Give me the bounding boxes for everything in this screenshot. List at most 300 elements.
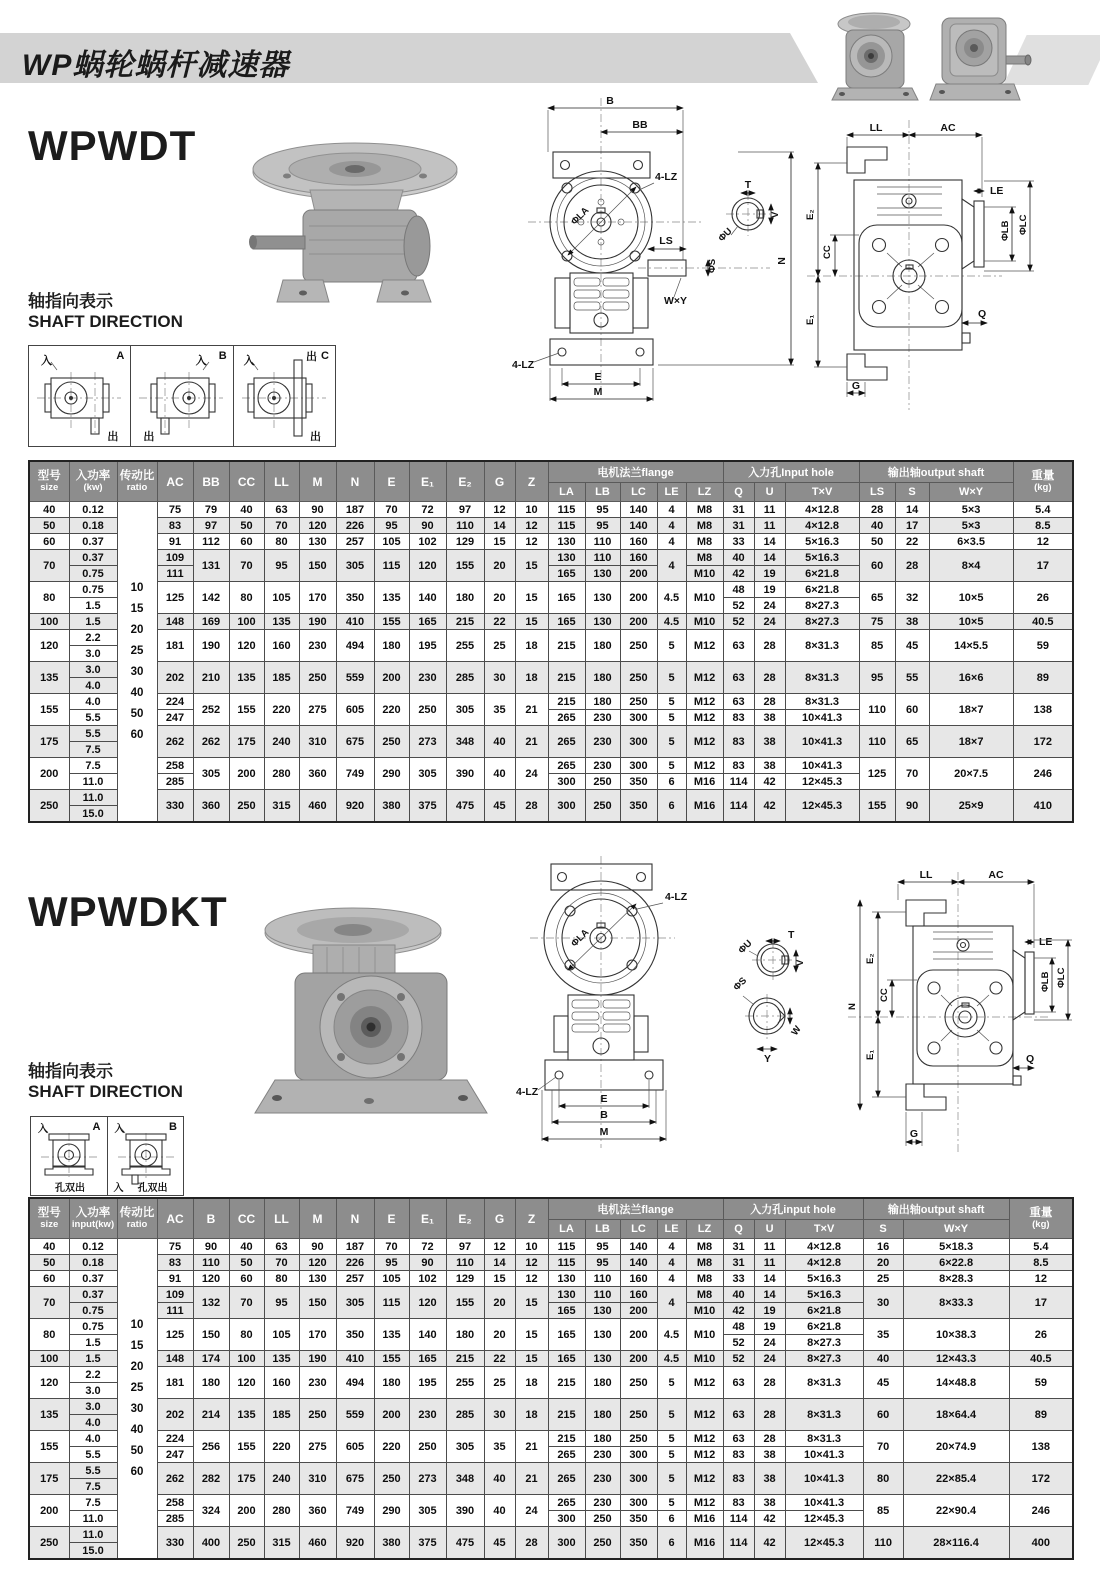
cell: 70 bbox=[863, 1431, 903, 1463]
cell: 24 bbox=[515, 758, 548, 790]
cell: 5 bbox=[657, 1447, 686, 1463]
cell: 18 bbox=[515, 1399, 548, 1431]
wpwdkt-spec-table-container bbox=[28, 1197, 1074, 1560]
cell: 15 bbox=[515, 1287, 548, 1319]
cell: 130 bbox=[585, 582, 620, 614]
dim-label-lz-top: 4-LZ bbox=[655, 171, 678, 183]
cell: M8 bbox=[686, 1287, 723, 1303]
cell: 4.5 bbox=[657, 614, 686, 630]
cell: 148 bbox=[157, 614, 193, 630]
cell: 130 bbox=[585, 1319, 620, 1351]
dim-label-la: ΦLA bbox=[569, 927, 592, 950]
header-cell: M bbox=[299, 1198, 336, 1239]
cell: 8.5 bbox=[1009, 1255, 1073, 1271]
cell: M12 bbox=[686, 1463, 723, 1495]
cell: 330 bbox=[157, 1527, 193, 1560]
cell: 83 bbox=[723, 1463, 754, 1495]
cell: 48 bbox=[723, 582, 754, 598]
cell: 250 bbox=[620, 694, 657, 710]
cell: 31 bbox=[723, 1255, 754, 1271]
cell: 28 bbox=[895, 550, 929, 582]
cell: 140 bbox=[409, 582, 446, 614]
cell: 21 bbox=[515, 1463, 548, 1495]
ratio-cell: 10 15 20 25 30 40 50 60 bbox=[117, 1239, 157, 1560]
cell: 230 bbox=[409, 662, 446, 694]
cell: 175 bbox=[229, 1463, 264, 1495]
cell: 11.0 bbox=[69, 774, 117, 790]
header-cell: M bbox=[299, 461, 336, 502]
cell: 95 bbox=[374, 518, 409, 534]
cell: 410 bbox=[1013, 790, 1073, 823]
cell: 83 bbox=[723, 1495, 754, 1511]
header-cell: N bbox=[336, 461, 374, 502]
cell: 215 bbox=[446, 614, 484, 630]
header-cell: B bbox=[193, 1198, 229, 1239]
cell: 12 bbox=[515, 518, 548, 534]
size-cell: 70 bbox=[29, 1287, 69, 1319]
cell: 390 bbox=[446, 758, 484, 790]
cell: 45 bbox=[484, 1527, 515, 1560]
cell: 15.0 bbox=[69, 806, 117, 823]
header-cell: E₂ bbox=[446, 1198, 484, 1239]
cell: M8 bbox=[686, 1255, 723, 1271]
cell: 90 bbox=[409, 518, 446, 534]
cell: 1.5 bbox=[69, 598, 117, 614]
cell: 250 bbox=[229, 1527, 264, 1560]
table-row bbox=[29, 1271, 1073, 1287]
cell: 285 bbox=[157, 1511, 193, 1527]
cell: 135 bbox=[229, 662, 264, 694]
cell: 80 bbox=[229, 1319, 264, 1351]
cell: 250 bbox=[299, 662, 336, 694]
cell: 120 bbox=[409, 550, 446, 582]
cell: 5.4 bbox=[1009, 1239, 1073, 1255]
cell: 120 bbox=[299, 1255, 336, 1271]
dim-label-g: G bbox=[851, 380, 861, 392]
cell: 300 bbox=[548, 1527, 585, 1560]
cell: 100 bbox=[229, 614, 264, 630]
product-photo-wpwdt bbox=[225, 130, 490, 325]
cell: 4×12.8 bbox=[785, 1255, 863, 1271]
size-cell: 60 bbox=[29, 534, 69, 550]
header-cell: E bbox=[374, 1198, 409, 1239]
cell: 215 bbox=[548, 694, 585, 710]
cell: 50 bbox=[859, 534, 895, 550]
cell: 4×12.8 bbox=[785, 518, 859, 534]
header-cell: T×V bbox=[785, 1220, 863, 1239]
diagram-letter: C bbox=[321, 350, 329, 362]
cell: 120 bbox=[229, 1367, 264, 1399]
cell: 138 bbox=[1013, 694, 1073, 726]
header-cell: 入力孔Input hole bbox=[723, 461, 859, 483]
cell: 300 bbox=[620, 1463, 657, 1495]
cell: 115 bbox=[374, 1287, 409, 1319]
dim-label-q: Q bbox=[978, 308, 987, 320]
product-photo-thumb-left bbox=[828, 6, 924, 106]
shaft-out-label: 孔双出 bbox=[55, 1183, 85, 1194]
cell: 246 bbox=[1009, 1495, 1073, 1527]
cell: 7.5 bbox=[69, 758, 117, 774]
cell: 180 bbox=[585, 662, 620, 694]
cell: 160 bbox=[264, 1367, 299, 1399]
cell: 91 bbox=[157, 1271, 193, 1287]
cell: 273 bbox=[409, 1463, 446, 1495]
cell: 65 bbox=[859, 582, 895, 614]
cell: 0.37 bbox=[69, 550, 117, 566]
cell: 14 bbox=[754, 534, 785, 550]
cell: 250 bbox=[585, 774, 620, 790]
cell: 38 bbox=[754, 710, 785, 726]
cell: 100 bbox=[229, 1351, 264, 1367]
cell: 165 bbox=[548, 1319, 585, 1351]
cell: 35 bbox=[484, 694, 515, 726]
cell: 258 bbox=[157, 758, 193, 774]
table-row bbox=[29, 550, 1073, 566]
cell: 475 bbox=[446, 1527, 484, 1560]
table-row bbox=[29, 1255, 1073, 1271]
wpwdkt-spec-table bbox=[28, 1197, 1074, 1560]
cell: 150 bbox=[299, 550, 336, 582]
ratio-cell: 10 15 20 25 30 40 50 60 bbox=[117, 502, 157, 823]
cell: 60 bbox=[895, 694, 929, 726]
cell: 7.5 bbox=[69, 742, 117, 758]
cell: 190 bbox=[299, 1351, 336, 1367]
cell: 28 bbox=[515, 790, 548, 823]
cell: 115 bbox=[548, 518, 585, 534]
cell: M12 bbox=[686, 1431, 723, 1447]
cell: 226 bbox=[336, 518, 374, 534]
cell: 180 bbox=[585, 1367, 620, 1399]
cell: 11.0 bbox=[69, 1511, 117, 1527]
cell: 180 bbox=[585, 694, 620, 710]
size-cell: 250 bbox=[29, 790, 69, 823]
cell: 105 bbox=[264, 1319, 299, 1351]
cell: 190 bbox=[193, 630, 229, 662]
size-cell: 80 bbox=[29, 1319, 69, 1351]
cell: M12 bbox=[686, 630, 723, 662]
cell: 83 bbox=[723, 710, 754, 726]
cell: 135 bbox=[374, 582, 409, 614]
cell: 200 bbox=[620, 1351, 657, 1367]
cell: 28×116.4 bbox=[903, 1527, 1009, 1560]
cell: 15 bbox=[515, 1351, 548, 1367]
header-cell: 型号 size bbox=[29, 1198, 69, 1239]
cell: M12 bbox=[686, 1447, 723, 1463]
cell: 14 bbox=[895, 502, 929, 518]
header-cell: CC bbox=[229, 1198, 264, 1239]
dim-label-cc: CC bbox=[879, 988, 890, 1002]
header-cell: E₂ bbox=[446, 461, 484, 502]
cell: 0.75 bbox=[69, 582, 117, 598]
header-cell: Z bbox=[515, 1198, 548, 1239]
diagram-letter: B bbox=[218, 350, 227, 362]
cell: 200 bbox=[620, 614, 657, 630]
cell: 10×38.3 bbox=[903, 1319, 1009, 1351]
cell: 35 bbox=[484, 1431, 515, 1463]
cell: 12×45.3 bbox=[785, 774, 859, 790]
size-cell: 100 bbox=[29, 1351, 69, 1367]
cell: 26 bbox=[1013, 582, 1073, 614]
cell: 200 bbox=[374, 1399, 409, 1431]
cell: 10×41.3 bbox=[785, 1447, 863, 1463]
cell: 95 bbox=[585, 1255, 620, 1271]
cell: 220 bbox=[264, 1431, 299, 1463]
cell: 0.75 bbox=[69, 1319, 117, 1335]
dim-label-lz-bottom: 4-LZ bbox=[512, 359, 535, 371]
cell: 4 bbox=[657, 534, 686, 550]
shaft-out-label: 出 bbox=[143, 431, 155, 443]
cell: 75 bbox=[157, 1239, 193, 1255]
header-cell: U bbox=[754, 483, 785, 502]
cell: 80 bbox=[229, 582, 264, 614]
cell: 230 bbox=[299, 1367, 336, 1399]
dim-label-e: E bbox=[600, 1093, 608, 1105]
cell: 255 bbox=[446, 1367, 484, 1399]
cell: 105 bbox=[374, 1271, 409, 1287]
cell: 224 bbox=[157, 694, 193, 710]
cell: 250 bbox=[620, 1431, 657, 1447]
size-cell: 70 bbox=[29, 550, 69, 582]
cell: 114 bbox=[723, 790, 754, 823]
cell: 42 bbox=[723, 566, 754, 582]
cell: 95 bbox=[374, 1255, 409, 1271]
shaft-direction-zh: 轴指向表示 bbox=[28, 292, 113, 311]
header-cell: E₁ bbox=[409, 461, 446, 502]
cell: 16×6 bbox=[929, 662, 1013, 694]
dim-label-ll: LL bbox=[919, 869, 933, 881]
cell: 8×31.3 bbox=[785, 1431, 863, 1447]
cell: 214 bbox=[193, 1399, 229, 1431]
cell: 380 bbox=[374, 1527, 409, 1560]
cell: 63 bbox=[264, 1239, 299, 1255]
cell: 110 bbox=[859, 694, 895, 726]
cell: 120 bbox=[193, 1271, 229, 1287]
header-cell: S bbox=[863, 1220, 903, 1239]
cell: 290 bbox=[374, 1495, 409, 1527]
table-row bbox=[29, 1495, 1073, 1511]
cell: 83 bbox=[157, 1255, 193, 1271]
cell: 140 bbox=[620, 502, 657, 518]
cell: 10×5 bbox=[929, 582, 1013, 614]
cell: 40 bbox=[723, 550, 754, 566]
cell: 202 bbox=[157, 1399, 193, 1431]
cell: 63 bbox=[723, 630, 754, 662]
cell: 180 bbox=[446, 1319, 484, 1351]
cell: 8.5 bbox=[1013, 518, 1073, 534]
header-cell: Z bbox=[515, 461, 548, 502]
dim-label-t: T bbox=[788, 929, 795, 941]
cell: 40 bbox=[484, 1463, 515, 1495]
cell: 3.0 bbox=[69, 646, 117, 662]
cell: 300 bbox=[548, 790, 585, 823]
cell: 90 bbox=[193, 1239, 229, 1255]
cell: 5×16.3 bbox=[785, 550, 859, 566]
dim-label-q: Q bbox=[1026, 1053, 1035, 1065]
cell: 125 bbox=[157, 582, 193, 614]
cell: 130 bbox=[585, 1303, 620, 1319]
cell: 285 bbox=[446, 1399, 484, 1431]
cell: 95 bbox=[585, 1239, 620, 1255]
cell: 18×7 bbox=[929, 694, 1013, 726]
cell: 130 bbox=[585, 566, 620, 582]
shaft-in-label: 入 bbox=[41, 355, 52, 367]
cell: 5.5 bbox=[69, 1447, 117, 1463]
cell: 111 bbox=[157, 1303, 193, 1319]
cell: 6×21.8 bbox=[785, 1303, 863, 1319]
cell: 63 bbox=[723, 1399, 754, 1431]
header-cell: LS bbox=[859, 483, 895, 502]
dim-label-b: B bbox=[600, 1109, 608, 1121]
cell: M12 bbox=[686, 1495, 723, 1511]
cell: M12 bbox=[686, 758, 723, 774]
dim-label-e2: E₂ bbox=[805, 209, 816, 220]
cell: 40.5 bbox=[1009, 1351, 1073, 1367]
cell: 0.18 bbox=[69, 1255, 117, 1271]
header-cell: Q bbox=[723, 483, 754, 502]
cell: 5 bbox=[657, 1495, 686, 1511]
table-row bbox=[29, 518, 1073, 534]
cell: 350 bbox=[620, 1511, 657, 1527]
cell: 105 bbox=[374, 534, 409, 550]
cell: 315 bbox=[264, 790, 299, 823]
cell: 390 bbox=[446, 1495, 484, 1527]
dim-label-e: E bbox=[594, 371, 602, 383]
cell: 250 bbox=[585, 790, 620, 823]
cell: 1.5 bbox=[69, 1351, 117, 1367]
cell: 120 bbox=[229, 630, 264, 662]
cell: 45 bbox=[484, 790, 515, 823]
cell: 85 bbox=[863, 1495, 903, 1527]
size-cell: 120 bbox=[29, 1367, 69, 1399]
cell: 90 bbox=[299, 1239, 336, 1255]
dim-label-lz-bottom: 4-LZ bbox=[516, 1086, 539, 1098]
cell: 265 bbox=[548, 710, 585, 726]
cell: 230 bbox=[585, 710, 620, 726]
cell: 5×16.3 bbox=[785, 1271, 863, 1287]
cell: 20×7.5 bbox=[929, 758, 1013, 790]
table-row bbox=[29, 582, 1073, 598]
cell: 60 bbox=[863, 1399, 903, 1431]
cell: 160 bbox=[620, 1271, 657, 1287]
shaft-diagram-b bbox=[108, 1117, 184, 1195]
cell: 410 bbox=[336, 614, 374, 630]
cell: 95 bbox=[264, 550, 299, 582]
cell: 8×4 bbox=[929, 550, 1013, 582]
cell: M8 bbox=[686, 1239, 723, 1255]
cell: 130 bbox=[585, 614, 620, 630]
cell: 5×16.3 bbox=[785, 534, 859, 550]
cell: 224 bbox=[157, 1431, 193, 1447]
cell: 33 bbox=[723, 534, 754, 550]
cell: 559 bbox=[336, 662, 374, 694]
dim-label-le: LE bbox=[1039, 936, 1053, 948]
cell: 135 bbox=[229, 1399, 264, 1431]
header-cell: LA bbox=[548, 483, 585, 502]
cell: 250 bbox=[299, 1399, 336, 1431]
cell: 75 bbox=[157, 502, 193, 518]
cell: 275 bbox=[299, 694, 336, 726]
cell: 70 bbox=[229, 550, 264, 582]
size-cell: 50 bbox=[29, 1255, 69, 1271]
cell: 10×41.3 bbox=[785, 726, 859, 758]
cell: 494 bbox=[336, 1367, 374, 1399]
cell: 24 bbox=[754, 614, 785, 630]
cell: 6×21.8 bbox=[785, 1319, 863, 1335]
cell: M10 bbox=[686, 1351, 723, 1367]
cell: 15 bbox=[515, 614, 548, 630]
cell: 38 bbox=[754, 1495, 785, 1511]
cell: 5 bbox=[657, 726, 686, 758]
cell: 3.0 bbox=[69, 1399, 117, 1415]
cell: 40 bbox=[859, 518, 895, 534]
header-cell: BB bbox=[193, 461, 229, 502]
cell: M12 bbox=[686, 726, 723, 758]
cell: 262 bbox=[193, 726, 229, 758]
cell: 200 bbox=[620, 566, 657, 582]
shaft-in-label: 入 bbox=[38, 1124, 48, 1135]
dim-label-e1: E₁ bbox=[865, 1049, 876, 1060]
cell: 155 bbox=[374, 1351, 409, 1367]
cell: 42 bbox=[754, 790, 785, 823]
cell: 120 bbox=[299, 518, 336, 534]
cell: 185 bbox=[264, 662, 299, 694]
diagram-letter: A bbox=[116, 350, 125, 362]
dim-label-u: ΦU bbox=[736, 937, 755, 957]
cell: 25 bbox=[484, 630, 515, 662]
cell: 52 bbox=[723, 598, 754, 614]
cell: 160 bbox=[620, 1287, 657, 1303]
cell: 475 bbox=[446, 790, 484, 823]
cell: 155 bbox=[446, 1287, 484, 1319]
header-cell: T×V bbox=[785, 483, 859, 502]
cell: 250 bbox=[620, 630, 657, 662]
cell: 83 bbox=[723, 1447, 754, 1463]
cell: 300 bbox=[620, 710, 657, 726]
cell: 252 bbox=[193, 694, 229, 726]
cell: 165 bbox=[409, 614, 446, 630]
cell: 115 bbox=[548, 1255, 585, 1271]
cell: M12 bbox=[686, 662, 723, 694]
header-cell: CC bbox=[229, 461, 264, 502]
dim-label-lb: ΦLB bbox=[1040, 971, 1051, 992]
cell: 375 bbox=[409, 1527, 446, 1560]
cell: 240 bbox=[264, 726, 299, 758]
cell: 15 bbox=[484, 534, 515, 550]
cell: 52 bbox=[723, 1335, 754, 1351]
cell: 185 bbox=[264, 1399, 299, 1431]
wpwdkt-front-drawing bbox=[490, 848, 820, 1183]
cell: 6×3.5 bbox=[929, 534, 1013, 550]
cell: 165 bbox=[548, 1351, 585, 1367]
cell: 220 bbox=[264, 694, 299, 726]
cell: 180 bbox=[374, 630, 409, 662]
cell: 72 bbox=[409, 502, 446, 518]
cell: 105 bbox=[264, 582, 299, 614]
cell: 155 bbox=[374, 614, 409, 630]
cell: 8×27.3 bbox=[785, 614, 859, 630]
cell: 350 bbox=[620, 774, 657, 790]
dim-label-ac: AC bbox=[988, 869, 1004, 881]
dim-label-t: T bbox=[744, 179, 752, 191]
cell: 50 bbox=[229, 1255, 264, 1271]
cell: 250 bbox=[585, 1511, 620, 1527]
cell: M12 bbox=[686, 1367, 723, 1399]
cell: 4.0 bbox=[69, 678, 117, 694]
cell: 305 bbox=[336, 550, 374, 582]
header-cell: LA bbox=[548, 1220, 585, 1239]
cell: 250 bbox=[620, 1399, 657, 1431]
cell: 5.5 bbox=[69, 1463, 117, 1479]
